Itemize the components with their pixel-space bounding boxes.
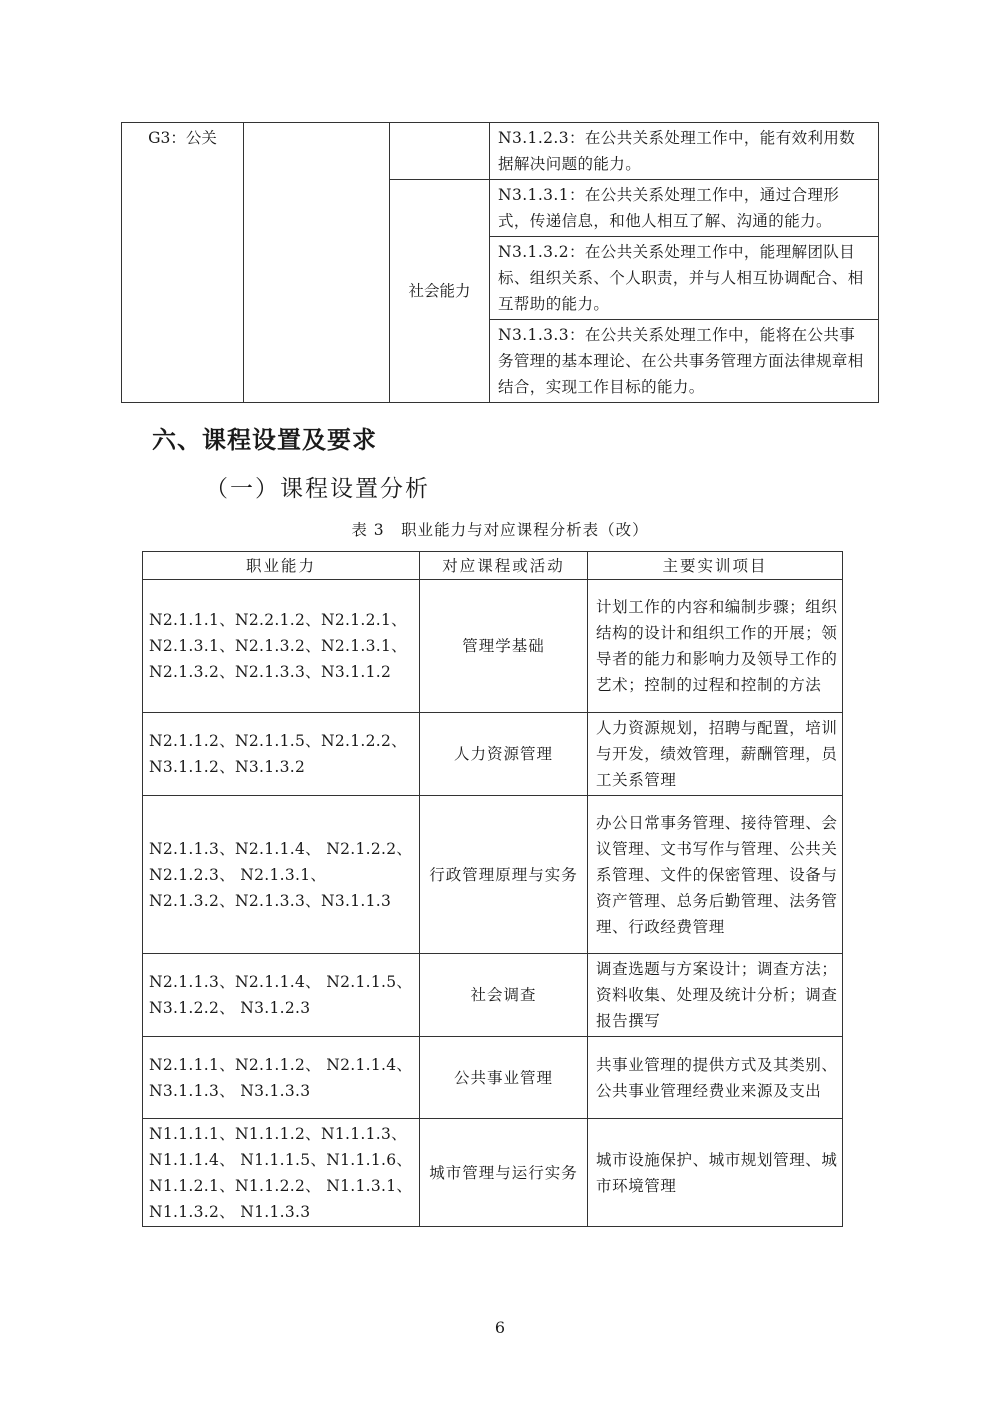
projects-cell: 人力资源规划，招聘与配置，培训与开发，绩效管理，薪酬管理，员工关系管理 <box>588 713 843 796</box>
projects-cell: 计划工作的内容和编制步骤；组织结构的设计和组织工作的开展；领导者的能力和影响力及领导工作的艺术；控制的过程和控制的方法 <box>588 580 843 713</box>
social-ability-cell: 社会能力 <box>390 180 490 403</box>
ability-cell: N2.1.1.3、N2.1.1.4、 N2.1.2.2、N2.1.2.3、 N2.1.3.1、 N2.1.3.2、N2.1.3.3、N3.1.1.3 <box>143 796 420 954</box>
table-row <box>143 713 843 796</box>
ability-cell: N2.1.1.3、N2.1.1.4、 N2.1.1.5、N3.1.2.2、 N3.1.2.3 <box>143 954 420 1037</box>
projects-cell: 共事业管理的提供方式及其类别、公共事业管理经费业来源及支出 <box>588 1037 843 1119</box>
header-projects: 主要实训项目 <box>588 552 843 580</box>
empty-cell <box>390 123 490 180</box>
course-cell: 城市管理与运行实务 <box>420 1119 588 1227</box>
course-cell: 管理学基础 <box>420 580 588 713</box>
section-title: 六、课程设置及要求 <box>152 426 377 454</box>
empty-cell <box>244 123 390 403</box>
competency-cell: N3.1.3.1：在公共关系处理工作中，通过合理形式，传递信息，和他人相互了解、沟通的能力。 <box>490 180 879 237</box>
ability-cell: N2.1.1.1、N2.1.1.2、 N2.1.1.4、N3.1.1.3、 N3.1.3.3 <box>143 1037 420 1119</box>
table-row <box>143 1037 843 1119</box>
course-cell: 人力资源管理 <box>420 713 588 796</box>
competency-cell: N3.1.2.3：在公共关系处理工作中，能有效利用数据解决问题的能力。 <box>490 123 879 180</box>
course-cell: 公共事业管理 <box>420 1037 588 1119</box>
table-row <box>143 580 843 713</box>
group-label-cell: G3：公关 <box>122 123 244 403</box>
table-row <box>143 954 843 1037</box>
ability-course-table <box>142 551 843 1227</box>
table-caption: 表 3 职业能力与对应课程分析表（改） <box>351 521 649 539</box>
projects-cell: 办公日常事务管理、接待管理、会议管理、文书写作与管理、公共关系管理、文件的保密管理、设备与资产管理、总务后勤管理、法务管理、行政经费管理 <box>588 796 843 954</box>
table-header-row <box>143 552 843 580</box>
competency-table-continued <box>121 122 879 403</box>
ability-cell: N2.1.1.2、N2.1.1.5、N2.1.2.2、N3.1.1.2、N3.1.3.2 <box>143 713 420 796</box>
table-row <box>143 796 843 954</box>
course-cell: 行政管理原理与实务 <box>420 796 588 954</box>
header-ability: 职业能力 <box>143 552 420 580</box>
ability-cell: N2.1.1.1、N2.2.1.2、N2.1.2.1、N2.1.3.1、N2.1.3.2、N2.1.3.1、N2.1.3.2、N2.1.3.3、N3.1.1.2 <box>143 580 420 713</box>
page-number: 6 <box>494 1318 506 1337</box>
header-course: 对应课程或活动 <box>420 552 588 580</box>
projects-cell: 城市设施保护、城市规划管理、城市环境管理 <box>588 1119 843 1227</box>
table-row <box>143 1119 843 1227</box>
course-cell: 社会调查 <box>420 954 588 1037</box>
competency-cell: N3.1.3.3：在公共关系处理工作中，能将在公共事务管理的基本理论、在公共事务管理方面法律规章相结合，实现工作目标的能力。 <box>490 320 879 403</box>
competency-cell: N3.1.3.2：在公共关系处理工作中，能理解团队目标、组织关系、个人职责，并与人相互协调配合、相互帮助的能力。 <box>490 237 879 320</box>
projects-cell: 调查选题与方案设计；调查方法；资料收集、处理及统计分析；调查报告撰写 <box>588 954 843 1037</box>
subsection-title: （一）课程设置分析 <box>205 476 430 502</box>
ability-cell: N1.1.1.1、N1.1.1.2、N1.1.1.3、N1.1.1.4、 N1.1.1.5、N1.1.1.6、N1.1.2.1、N1.1.2.2、 N1.1.3.1、N1.1.3.2、 N1.1.3.3 <box>143 1119 420 1227</box>
